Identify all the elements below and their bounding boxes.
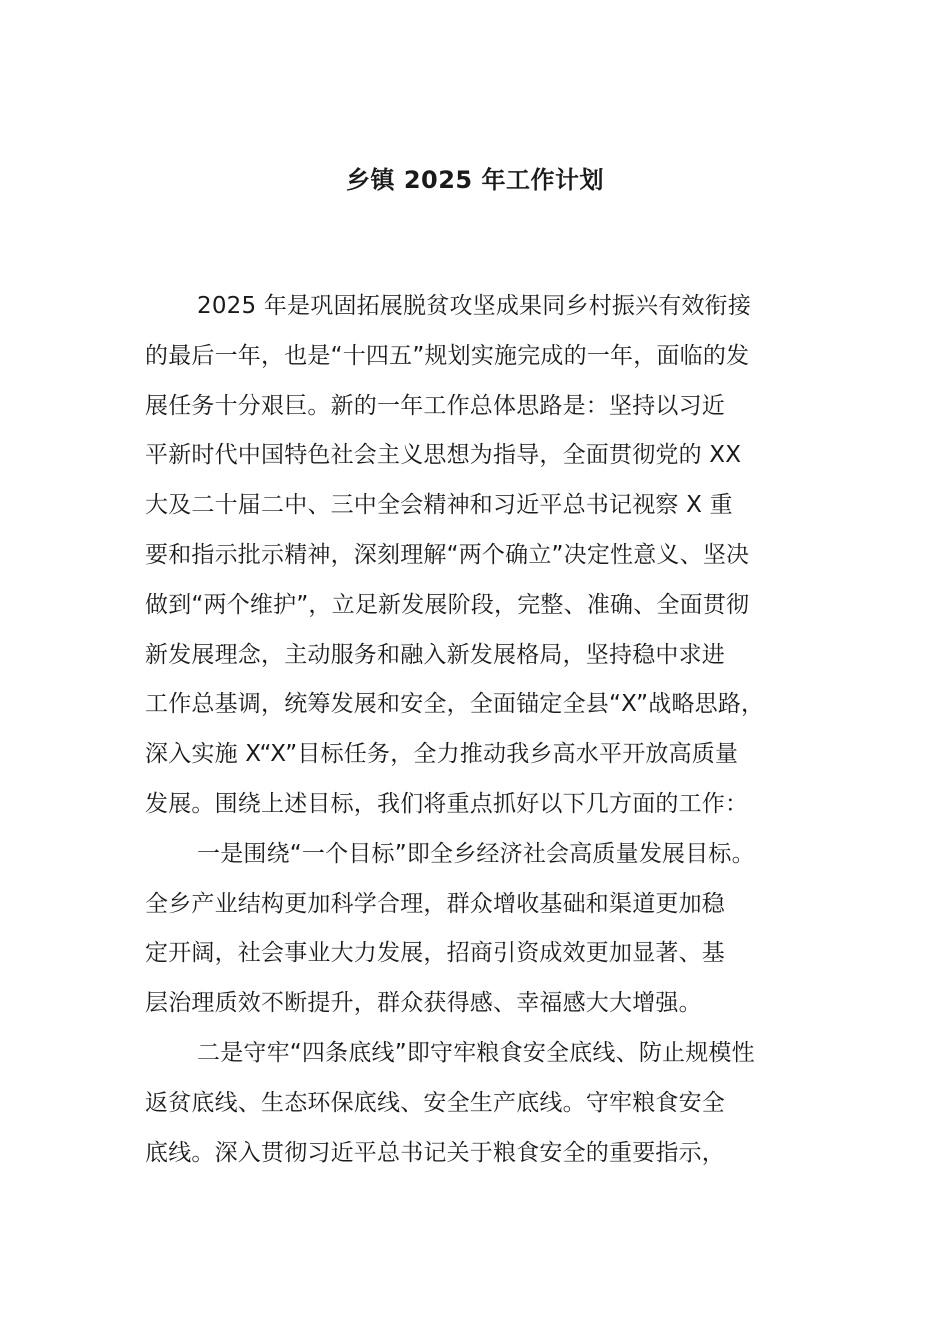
- document-body: [145, 282, 835, 1178]
- body-line: 要和指示批示精神，深刻理解“两个确立”决定性意义、坚决: [145, 541, 750, 568]
- body-line: 深入实施 X“X”目标任务，全力推动我乡高水平开放高质量: [145, 741, 739, 768]
- body-line: 平新时代中国特色社会主义思想为指导，全面贯彻党的 XX: [145, 442, 742, 469]
- body-line: 定开阔，社会事业大力发展，招商引资成效更加显著、基: [145, 940, 725, 967]
- body-line: 全乡产业结构更加科学合理，群众增收基础和渠道更加稳: [145, 890, 725, 917]
- body-line: 二是守牢“四条底线”即守牢粮食安全底线、防止规模性: [197, 1039, 755, 1066]
- body-line: 的最后一年，也是“十四五”规划实施完成的一年，面临的发: [145, 342, 750, 369]
- body-line: 一是围绕“一个目标”即全乡经济社会高质量发展目标。: [197, 840, 755, 867]
- body-line: 做到“两个维护”，立足新发展阶段，完整、准确、全面贯彻: [145, 591, 750, 618]
- document-title: 乡镇 2025 年工作计划: [345, 166, 604, 194]
- body-line: 底线。深入贯彻习近平总书记关于粮食安全的重要指示，: [145, 1139, 725, 1166]
- body-line: 层治理质效不断提升，群众获得感、幸福感大大增强。: [145, 990, 702, 1017]
- body-line: 2025 年是巩固拓展脱贫攻坚成果同乡村振兴有效衔接: [197, 293, 752, 319]
- body-line: 工作总基调，统筹发展和安全，全面锚定全县“X”战略思路，: [145, 691, 765, 718]
- body-line: 返贫底线、生态环保底线、安全生产底线。守牢粮食安全: [145, 1089, 725, 1116]
- body-line: 展任务十分艰巨。新的一年工作总体思路是：坚持以习近: [145, 392, 725, 419]
- body-line: 新发展理念，主动服务和融入新发展格局，坚持稳中求进: [145, 641, 725, 668]
- body-line: 大及二十届二中、三中全会精神和习近平总书记视察 X 重: [145, 492, 733, 519]
- body-line: 发展。围绕上述目标，我们将重点抓好以下几方面的工作：: [145, 790, 749, 817]
